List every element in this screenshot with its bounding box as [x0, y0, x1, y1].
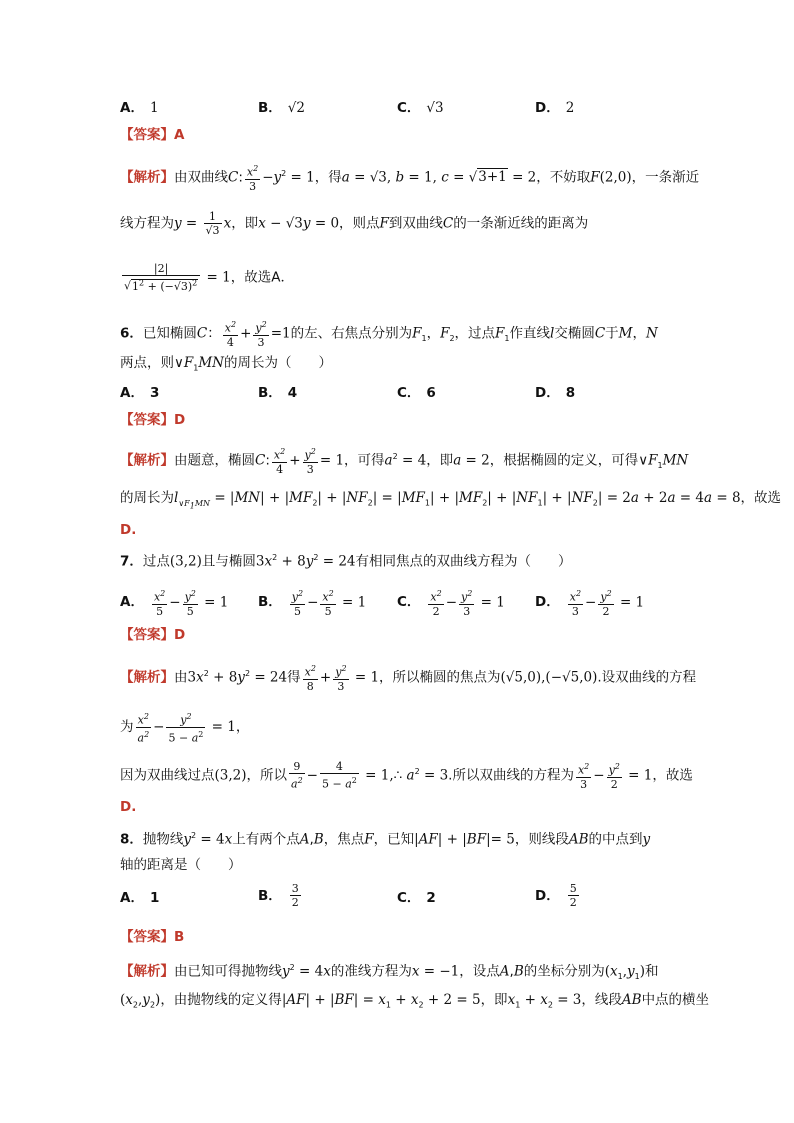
- q5-analysis-line2: 线方程为y = $\frac{1}{√3}$ x，即x − √3y = 0，则点F到双曲线C的一条渐近线的距离为: [120, 210, 589, 237]
- q5-analysis-line3: $\frac{|2|}{√1^2 + (-√3)^2}$ = 1，故选A．: [124, 262, 294, 293]
- q6-stem-line1: 6．已知椭圆C： $\frac{x^2}{4}$ + $\frac{y^2}{3}$ =1的左、右焦点分别为$F_1$，$F_2$，过点$F_1$作直线l交椭圆C于M，N: [120, 320, 658, 349]
- q7-option-b: B． $\frac{y^2}{5}$ − $\frac{x^2}{5}$ = 1: [258, 589, 367, 618]
- q6-option-c: C． 6: [397, 385, 436, 401]
- q7-option-c: C． $\frac{x^2}{2}$ − $\frac{y^2}{3}$ = 1: [397, 589, 505, 618]
- q7-analysis-line1: 【解析】由$3x^2 + 8y^2 = 24$得 $\frac{x^2}{8}$ + $\frac{y^2}{3}$ = 1，所以椭圆的焦点为(√5,0),(−√5,0).设双曲线的方程: [120, 664, 697, 693]
- q6-answer: 【答案】D: [120, 412, 186, 428]
- q8-analysis-line2: $(x_2,y_2)$，由抛物线的定义得$|AF| + |BF| = x_1 + x_2 + 2 = 5$，即$x_1 + x_2 = 3$，线段AB中点的横坐: [120, 992, 710, 1010]
- q6-option-a: A． 3: [120, 385, 160, 401]
- q8-stem-line1: 8．抛物线$y^2 = 4x$上有两个点A,B，焦点F，已知|AF| + |BF|= 5，则线段AB的中点到y: [120, 831, 651, 848]
- q5-option-b: B． √2: [258, 100, 305, 116]
- q7-analysis-line3: 因为双曲线过点(3,2)，所以 $\frac{9}{a^2}$ − $\frac{4}{5 - a^2}$ = 1,∴ $a^2 = 3$.所以双曲线的方程为 $\frac{x^2}{3}$ − $\frac{y^2}{2}$ = 1，故选: [120, 760, 693, 791]
- q6-option-b: B． 4: [258, 385, 298, 401]
- q6-analysis-line3: D.: [120, 522, 137, 538]
- q5-option-d: D． 2: [535, 100, 575, 116]
- q7-stem: 7．过点(3,2)且与椭圆$3x^2 + 8y^2 = 24$有相同焦点的双曲线方程为（ ）: [120, 553, 572, 570]
- q6-stem-line2: 两点，则$\vee F_1MN$的周长为（ ）: [120, 355, 332, 373]
- q5-answer: 【答案】A: [120, 127, 185, 143]
- q7-analysis-line2: 为 $\frac{x^2}{a^2}$ − $\frac{y^2}{5 - a^2}$ = 1，: [120, 712, 250, 745]
- q8-option-a: A． 1: [120, 890, 160, 906]
- q8-option-c: C． 2: [397, 890, 436, 906]
- q5-option-a: A． 1: [120, 100, 159, 116]
- q6-option-d: D． 8: [535, 385, 576, 401]
- q6-analysis-line2: 的周长为$l_{\vee F_1MN} = |MN| + |MF_2| + |NF_2| = |MF_1| + |MF_2| + |NF_1| + |NF_2| = 2a + 2a = 4a = 8$，故选: [120, 490, 782, 511]
- q7-option-d: D． $\frac{x^2}{3}$ − $\frac{y^2}{2}$ = 1: [535, 589, 645, 618]
- q8-option-d: D． $\frac{5}{2}$: [535, 882, 577, 909]
- q6-analysis-line1: 【解析】由题意，椭圆C: $\frac{x^2}{4}$ + $\frac{y^2}{3}$ = 1，可得$a^2 = 4$，即a = 2，根据椭圆的定义，可得$\vee F_1MN$: [120, 447, 689, 476]
- q7-analysis-line4: D.: [120, 799, 137, 815]
- q8-stem-line2: 轴的距离是（ ）: [120, 857, 242, 873]
- q7-answer: 【答案】D: [120, 627, 186, 643]
- q8-option-b: B． $\frac{3}{2}$: [258, 882, 299, 909]
- q8-analysis-line1: 【解析】由已知可得抛物线$y^2 = 4x$的准线方程为x = −1，设点A,B的坐标分别为$(x_1,y_1)$和: [120, 963, 659, 982]
- q5-analysis-line1: 【解析】由双曲线C: $\frac{x^2}{3}$ $-y^2 = 1$，得a = √3, b = 1, c = √3+1 = 2，不妨取F(2,0)，一条渐近: [120, 164, 700, 193]
- q7-option-a: A． $\frac{x^2}{5}$ − $\frac{y^2}{5}$ = 1: [120, 589, 229, 618]
- q8-answer: 【答案】B: [120, 929, 185, 945]
- q5-option-c: C． √3: [397, 100, 444, 116]
